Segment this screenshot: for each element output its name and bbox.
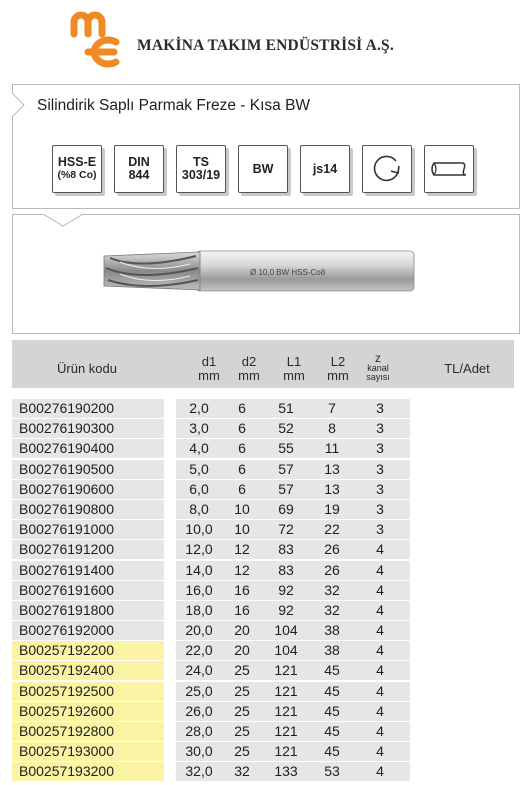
badge-line: 844 [128, 168, 150, 182]
cell-l2: 32 [324, 581, 340, 598]
cell-d1: 4,0 [189, 440, 209, 457]
cell-d2: 12 [234, 541, 250, 558]
cell-l2: 32 [324, 601, 340, 618]
cell-d1: 3,0 [189, 420, 209, 437]
product-code: B00257192400 [12, 661, 164, 680]
cell-l1: 52 [278, 420, 294, 437]
cell-d2: 20 [234, 622, 250, 639]
col-unit: mm [198, 368, 220, 383]
cell-l2: 45 [324, 682, 340, 699]
cell-z: 3 [376, 480, 384, 497]
cell-d2: 16 [234, 581, 250, 598]
cell-d2: 6 [238, 440, 246, 457]
cell-z: 4 [376, 642, 384, 659]
cell-d1: 28,0 [185, 723, 213, 739]
cell-d2: 20 [234, 642, 250, 659]
badge-ts [176, 145, 226, 193]
panel-notch-icon [43, 214, 83, 228]
dimension-values [176, 581, 410, 600]
product-code: B00257193000 [12, 742, 164, 761]
dimension-values [176, 762, 410, 781]
col-d1 [192, 355, 226, 383]
cylindrical-shank-icon [428, 157, 470, 181]
cell-l1: 121 [274, 702, 298, 719]
cell-l1: 92 [278, 601, 294, 618]
badge-line: HSS-E [57, 155, 97, 169]
table-row [12, 439, 514, 459]
dimension-values [176, 682, 410, 701]
table-header [12, 340, 514, 388]
cell-z: 4 [376, 723, 384, 739]
dimension-values [176, 480, 410, 499]
cell-z: 4 [376, 682, 384, 699]
col-unit: sayısı [366, 372, 390, 382]
cell-l1: 92 [278, 581, 294, 598]
dimension-values [176, 419, 410, 438]
cell-d2: 6 [238, 480, 246, 497]
cell-d1: 30,0 [185, 743, 213, 760]
table-row [12, 702, 514, 722]
cell-d2: 12 [234, 561, 250, 578]
product-code: B00276190200 [12, 399, 164, 418]
dimension-values [176, 601, 410, 620]
cell-z: 4 [376, 622, 384, 639]
company-logo-icon [66, 8, 128, 68]
product-code: B00276191600 [12, 581, 164, 600]
cell-d2: 6 [238, 460, 246, 477]
cell-l2: 53 [324, 763, 340, 780]
cell-z: 4 [376, 763, 384, 780]
col-unit: mm [327, 368, 349, 383]
cell-l1: 83 [278, 541, 294, 558]
col-d2 [232, 355, 266, 383]
col-unit: mm [283, 368, 305, 383]
end-mill-tool-image [100, 246, 420, 296]
cell-z: 3 [376, 521, 384, 538]
cell-z: 4 [376, 561, 384, 578]
cell-d1: 18,0 [185, 601, 213, 618]
badge-line: TS [193, 155, 209, 169]
product-code: B00257192200 [12, 641, 164, 660]
cell-l1: 133 [274, 763, 298, 780]
cell-l2: 11 [324, 440, 340, 457]
product-table-body [12, 399, 514, 783]
product-code: B00276191400 [12, 561, 164, 580]
dimension-values [176, 540, 410, 559]
cell-l2: 7 [328, 400, 336, 416]
cell-l1: 69 [278, 500, 294, 517]
cell-d1: 26,0 [185, 702, 213, 719]
product-code: B00257193200 [12, 762, 164, 781]
table-row [12, 581, 514, 601]
badge-bw [238, 145, 288, 193]
table-row [12, 762, 514, 782]
cell-d2: 25 [234, 702, 250, 719]
cell-l2: 45 [324, 723, 340, 739]
cell-l1: 104 [274, 622, 298, 639]
cell-l1: 57 [278, 480, 294, 497]
badge-tolerance [300, 145, 350, 193]
rotation-arrow-icon [369, 151, 405, 187]
cell-d2: 25 [234, 723, 250, 739]
cell-l1: 121 [274, 662, 298, 679]
badge-shank [424, 145, 474, 193]
dimension-values [176, 500, 410, 519]
table-row [12, 682, 514, 702]
tool-engraving: Ø 10,0 BW HSS-Co8 [250, 268, 326, 277]
cell-d1: 22,0 [185, 642, 213, 659]
cell-d1: 32,0 [185, 763, 213, 780]
col-l1 [276, 355, 312, 383]
cell-l2: 8 [328, 420, 336, 437]
cell-l2: 22 [324, 521, 340, 538]
col-z [360, 352, 396, 382]
dimension-values [176, 399, 410, 418]
cell-d2: 10 [234, 521, 250, 538]
cell-l2: 45 [324, 702, 340, 719]
cell-d1: 14,0 [185, 561, 213, 578]
cell-d1: 25,0 [185, 682, 213, 699]
cell-l1: 121 [274, 682, 298, 699]
dimension-values [176, 641, 410, 660]
cell-d2: 32 [234, 763, 250, 780]
table-row [12, 601, 514, 621]
product-title: Silindirik Saplı Parmak Freze - Kısa BW [37, 97, 311, 114]
dimension-values [176, 661, 410, 680]
badge-din [114, 145, 164, 193]
table-row [12, 419, 514, 439]
cell-z: 3 [376, 420, 384, 437]
col-label: L2 [330, 354, 346, 369]
cell-d1: 8,0 [189, 500, 209, 517]
cell-z: 4 [376, 581, 384, 598]
table-row [12, 641, 514, 661]
col-price: TL/Adet [444, 361, 490, 376]
cell-d1: 12,0 [185, 541, 213, 558]
table-row [12, 540, 514, 560]
badge-line: DIN [128, 155, 150, 169]
badge-line: 303/19 [181, 168, 221, 182]
cell-l1: 121 [274, 743, 298, 760]
badge-line: BW [252, 161, 274, 176]
col-label: d2 [241, 354, 257, 369]
cell-d2: 25 [234, 743, 250, 760]
cell-d1: 5,0 [189, 460, 209, 477]
dimension-values [176, 722, 410, 741]
cell-l1: 72 [278, 521, 294, 538]
product-code: B00257192800 [12, 722, 164, 741]
cell-z: 4 [376, 541, 384, 558]
cell-l1: 83 [278, 561, 294, 578]
table-row [12, 399, 514, 419]
product-code: B00276191800 [12, 601, 164, 620]
cell-d2: 10 [234, 500, 250, 517]
dimension-values [176, 702, 410, 721]
company-name: MAKİNA TAKIM ENDÜSTRİSİ A.Ş. [137, 37, 394, 54]
cell-l1: 55 [278, 440, 294, 457]
product-code: B00276190400 [12, 439, 164, 458]
table-row [12, 480, 514, 500]
cell-d2: 25 [234, 662, 250, 679]
cell-l2: 13 [324, 460, 340, 477]
cell-z: 4 [376, 743, 384, 760]
cell-z: 3 [376, 500, 384, 517]
badge-material [52, 145, 102, 193]
cell-l2: 45 [324, 662, 340, 679]
table-row [12, 722, 514, 742]
cell-d1: 6,0 [189, 480, 209, 497]
cell-l1: 104 [274, 642, 298, 659]
dimension-values [176, 520, 410, 539]
product-code: B00276191000 [12, 520, 164, 539]
dimension-values [176, 561, 410, 580]
col-code: Ürün kodu [57, 361, 117, 376]
product-code: B00257192500 [12, 682, 164, 701]
table-row [12, 621, 514, 641]
col-label: L1 [286, 354, 302, 369]
product-code: B00257192600 [12, 702, 164, 721]
cell-z: 4 [376, 601, 384, 618]
table-row [12, 460, 514, 480]
badge-rotation [362, 145, 412, 193]
cell-d1: 2,0 [189, 400, 209, 416]
table-row [12, 661, 514, 681]
cell-l2: 26 [324, 561, 340, 578]
cell-z: 4 [376, 702, 384, 719]
dimension-values [176, 742, 410, 761]
cell-l2: 26 [324, 541, 340, 558]
table-row [12, 561, 514, 581]
dimension-values [176, 460, 410, 479]
cell-l1: 121 [274, 723, 298, 739]
col-l2 [320, 355, 356, 383]
cell-z: 3 [376, 400, 384, 416]
table-row [12, 500, 514, 520]
cell-z: 3 [376, 440, 384, 457]
cell-d1: 10,0 [185, 521, 213, 538]
product-code: B00276190600 [12, 480, 164, 499]
col-unit: kanal [367, 363, 389, 373]
table-row [12, 742, 514, 762]
badge-line: (%8 Co) [57, 169, 97, 181]
cell-l2: 38 [324, 642, 340, 659]
cell-l2: 19 [324, 500, 340, 517]
dimension-values [176, 621, 410, 640]
cell-l1: 57 [278, 460, 294, 477]
cell-d1: 20,0 [185, 622, 213, 639]
cell-d2: 16 [234, 601, 250, 618]
cell-d1: 16,0 [185, 581, 213, 598]
cell-d1: 24,0 [185, 662, 213, 679]
cell-l2: 13 [324, 480, 340, 497]
col-label: d1 [201, 354, 217, 369]
product-code: B00276192000 [12, 621, 164, 640]
cell-z: 3 [376, 460, 384, 477]
panel-notch-icon [12, 93, 26, 121]
cell-l2: 38 [324, 622, 340, 639]
cell-z: 4 [376, 662, 384, 679]
cell-l2: 45 [324, 743, 340, 760]
dimension-values [176, 439, 410, 458]
table-row [12, 520, 514, 540]
col-unit: mm [238, 368, 260, 383]
product-code: B00276190800 [12, 500, 164, 519]
cell-d2: 6 [238, 400, 246, 416]
product-code: B00276191200 [12, 540, 164, 559]
cell-l1: 51 [278, 400, 294, 416]
product-code: B00276190300 [12, 419, 164, 438]
product-code: B00276190500 [12, 460, 164, 479]
badge-line: js14 [312, 161, 338, 176]
cell-d2: 6 [238, 420, 246, 437]
col-label: z [375, 351, 381, 365]
cell-d2: 25 [234, 682, 250, 699]
